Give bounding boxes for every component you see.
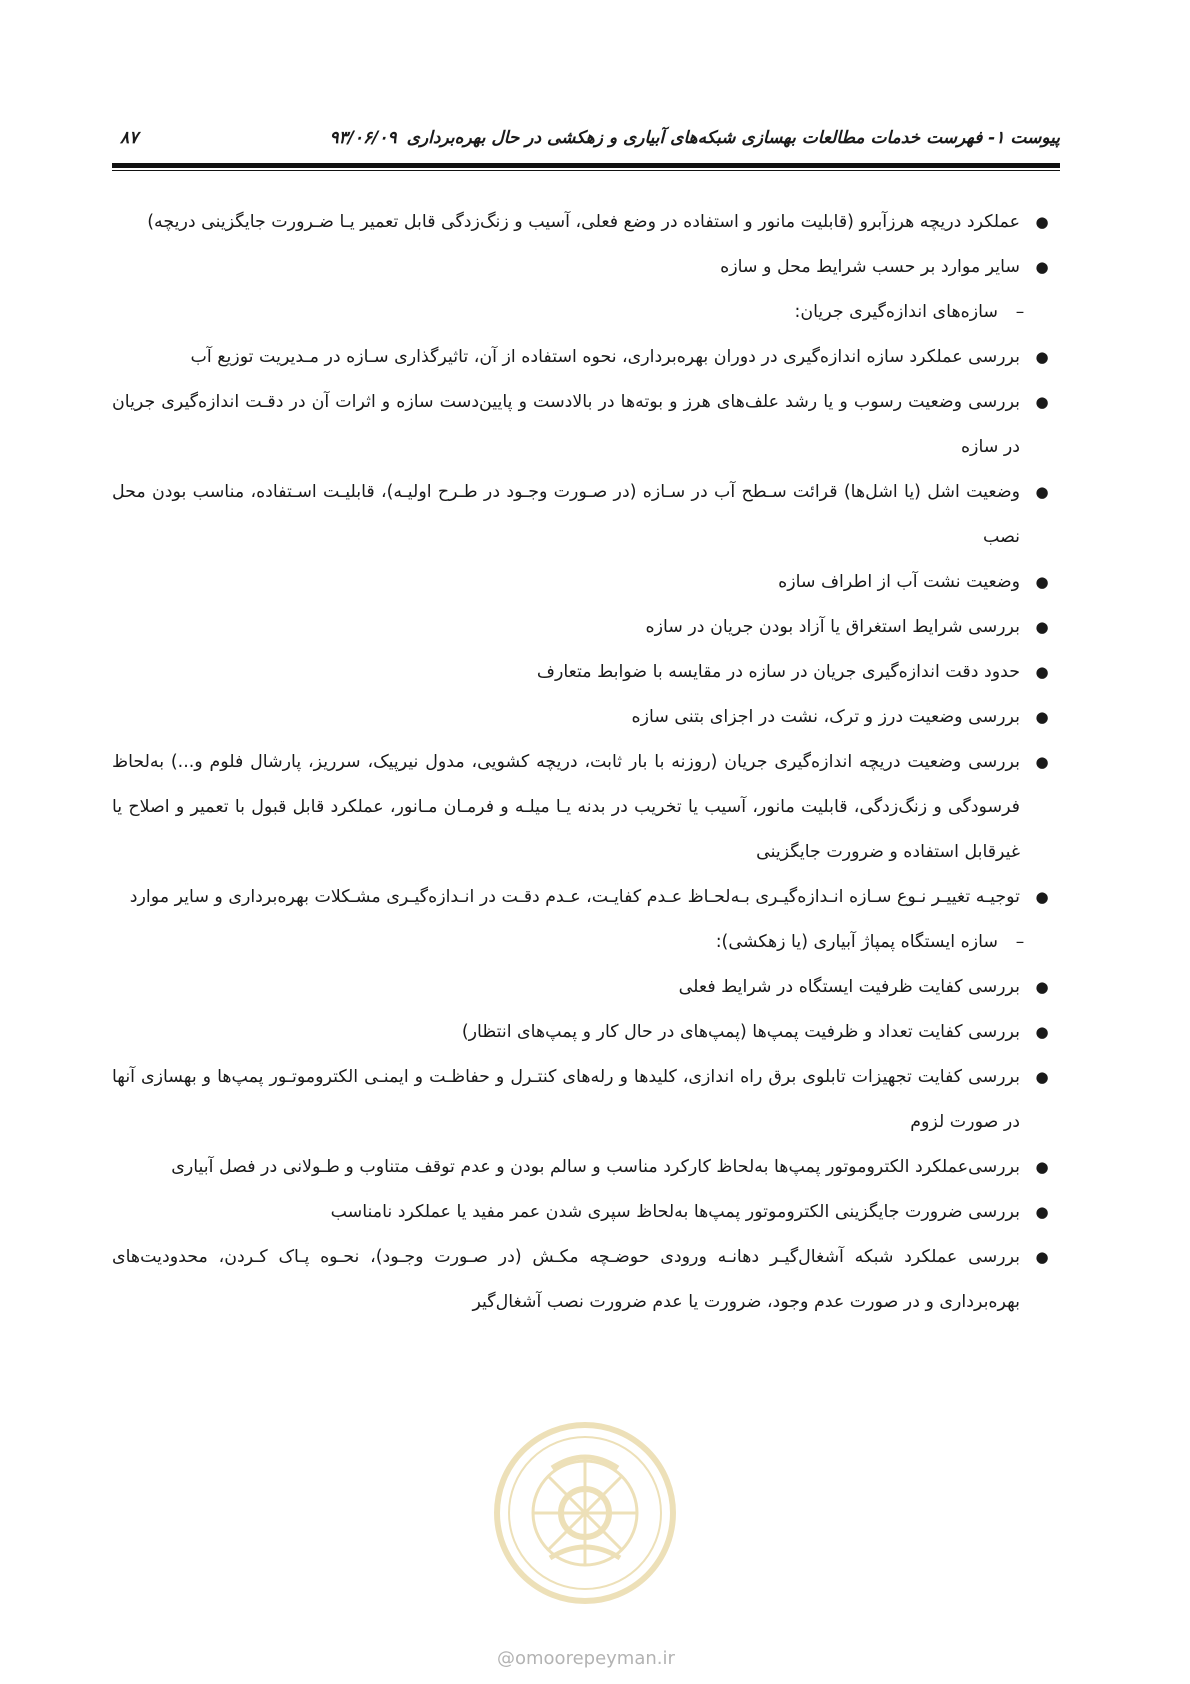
item-text: بررسی وضعیت دریچه اندازه‌گیری جریان (روزنه با بار ثابت، دریچه کشویی، مدول نیرپیک، سرریز، پارشال فلوم و...) به‌لحاظ فرسودگی و زنگ‌زدگی، قابلیت مانور، آسیب یا تخریب در بدنه یـا میلـه و فرمـان مـانور، عملکرد قابل قبول با تعمیر و اصلاح یا غیرقابل استفاده و ضرورت جایگزینی	[112, 752, 1020, 862]
section-heading	[112, 920, 1060, 965]
bullet-icon: ●	[1035, 348, 1049, 366]
list-item	[112, 605, 1060, 650]
header-title-text: پیوست ۱- فهرست خدمات مطالعات بهسازی شبکه‌های آبیاری و زهکشی در حال بهره‌برداری	[406, 128, 1060, 148]
bullet-icon: ●	[1035, 393, 1049, 411]
list-item	[112, 965, 1060, 1010]
bullet-icon: ●	[1035, 573, 1049, 591]
item-text: بررسی وضعیت رسوب و یا رشد علف‌های هرز و بوته‌ها در بالادست و پایین‌دست سازه و اثرات آن در دقـت اندازه‌گیری جریان در سازه	[112, 392, 1020, 457]
item-text: بررسی شرایط استغراق یا آزاد بودن جریان در سازه	[645, 617, 1020, 637]
bullet-icon: ●	[1035, 618, 1049, 636]
bullet-icon: ●	[1035, 708, 1049, 726]
bullet-icon: ●	[1035, 1023, 1049, 1041]
watermark-stamp-icon	[490, 1418, 680, 1608]
item-text: بررسی عملکرد سازه اندازه‌گیری در دوران بهره‌برداری، نحوه استفاده از آن، تاثیرگذاری سـازه در مـدیریت توزیع آب	[190, 347, 1020, 367]
item-text: بررسی‌عملکرد الکتروموتور پمپ‌ها به‌لحاظ کارکرد مناسب و سالم بودن و عدم توقف متناوب و طـولانی در فصل آبیاری	[171, 1157, 1020, 1177]
bullet-icon: ●	[1035, 1203, 1049, 1221]
list-item	[112, 1010, 1060, 1055]
item-text: بررسی عملکرد شبکه آشغال‌گیـر دهانـه ورودی حوضـچه مکـش (در صـورت وجـود)، نحـوه پـاک کـردن، محدودیت‌های بهره‌برداری و در صورت عدم وجود، ضرورت یا عدم ضرورت نصب آشغال‌گیر	[112, 1247, 1020, 1312]
bullet-icon: ●	[1035, 1068, 1049, 1086]
item-text: بررسی کفایت تجهیزات تابلوی برق راه اندازی، کلیدها و رله‌های کنتـرل و حفاظـت و ایمنـی الکتروموتـور پمپ‌ها و بهسازی آنها در صورت لزوم	[112, 1067, 1020, 1132]
header-rule-thick	[112, 163, 1060, 168]
item-text: وضعیت اشل (یا اشل‌ها) قرائت سـطح آب در سـازه (در صـورت وجـود در طـرح اولیـه)، قابلیـت اسـتفاده، مناسب بودن محل نصب	[112, 482, 1020, 547]
list-item	[112, 1055, 1060, 1145]
bullet-icon: ●	[1035, 663, 1049, 681]
heading-text: سازه‌های اندازه‌گیری جریان:	[794, 302, 998, 322]
list-item	[112, 335, 1060, 380]
header-date: ۹۳/۰۶/۰۹	[329, 128, 397, 148]
list-item	[112, 380, 1060, 470]
item-text: بررسی ضرورت جایگزینی الکتروموتور پمپ‌ها به‌لحاظ سپری شدن عمر مفید یا عملکرد نامناسب	[330, 1202, 1020, 1222]
bullet-icon: ●	[1035, 888, 1049, 906]
dash-icon: –	[1015, 302, 1025, 322]
dash-icon: –	[1015, 932, 1025, 952]
item-text: عملکرد دریچه هرزآبرو (قابلیت مانور و استفاده در وضع فعلی، آسیب و زنگ‌زدگی قابل تعمیر یـا ضـرورت جایگزینی دریچه)	[147, 212, 1020, 232]
item-text: بررسی وضعیت درز و ترک، نشت در اجزای بتنی سازه	[631, 707, 1020, 727]
item-text: سایر موارد بر حسب شرایط محل و سازه	[720, 257, 1020, 277]
bullet-icon: ●	[1035, 978, 1049, 996]
watermark-url: @omoorepeyman.ir	[497, 1648, 675, 1669]
page-header	[112, 128, 1060, 162]
list-item	[112, 470, 1060, 560]
list-item	[112, 875, 1060, 920]
list-item	[112, 245, 1060, 290]
item-text: توجیـه تغییـر نـوع سـازه انـدازه‌گیـری بـه‌لحـاظ عـدم کفایـت، عـدم دقـت در انـدازه‌گیـری مشـکلات بهره‌برداری و سایر موارد	[129, 887, 1020, 907]
list-item	[112, 740, 1060, 875]
item-text: بررسی کفایت ظرفیت ایستگاه در شرایط فعلی	[678, 977, 1020, 997]
bullet-icon: ●	[1035, 753, 1049, 771]
heading-text: سازه ایستگاه پمپاژ آبیاری (یا زهکشی):	[715, 932, 998, 952]
bullet-icon: ●	[1035, 213, 1049, 231]
header-rule-thin	[112, 170, 1060, 171]
item-text: وضعیت نشت آب از اطراف سازه	[778, 572, 1020, 592]
list-item	[112, 560, 1060, 605]
list-item	[112, 200, 1060, 245]
running-title	[329, 128, 1060, 148]
list-item	[112, 650, 1060, 695]
bullet-icon: ●	[1035, 1248, 1049, 1266]
body-content	[112, 200, 1060, 1325]
list-item	[112, 1235, 1060, 1325]
bullet-icon: ●	[1035, 483, 1049, 501]
item-text: حدود دقت اندازه‌گیری جریان در سازه در مقایسه با ضوابط متعارف	[536, 662, 1020, 682]
list-item	[112, 1190, 1060, 1235]
page-number: ۸۷	[120, 128, 139, 148]
section-heading	[112, 290, 1060, 335]
bullet-icon: ●	[1035, 1158, 1049, 1176]
list-item	[112, 695, 1060, 740]
bullet-icon: ●	[1035, 258, 1049, 276]
list-item	[112, 1145, 1060, 1190]
item-text: بررسی کفایت تعداد و ظرفیت پمپ‌ها (پمپ‌های در حال کار و پمپ‌های انتظار)	[461, 1022, 1020, 1042]
